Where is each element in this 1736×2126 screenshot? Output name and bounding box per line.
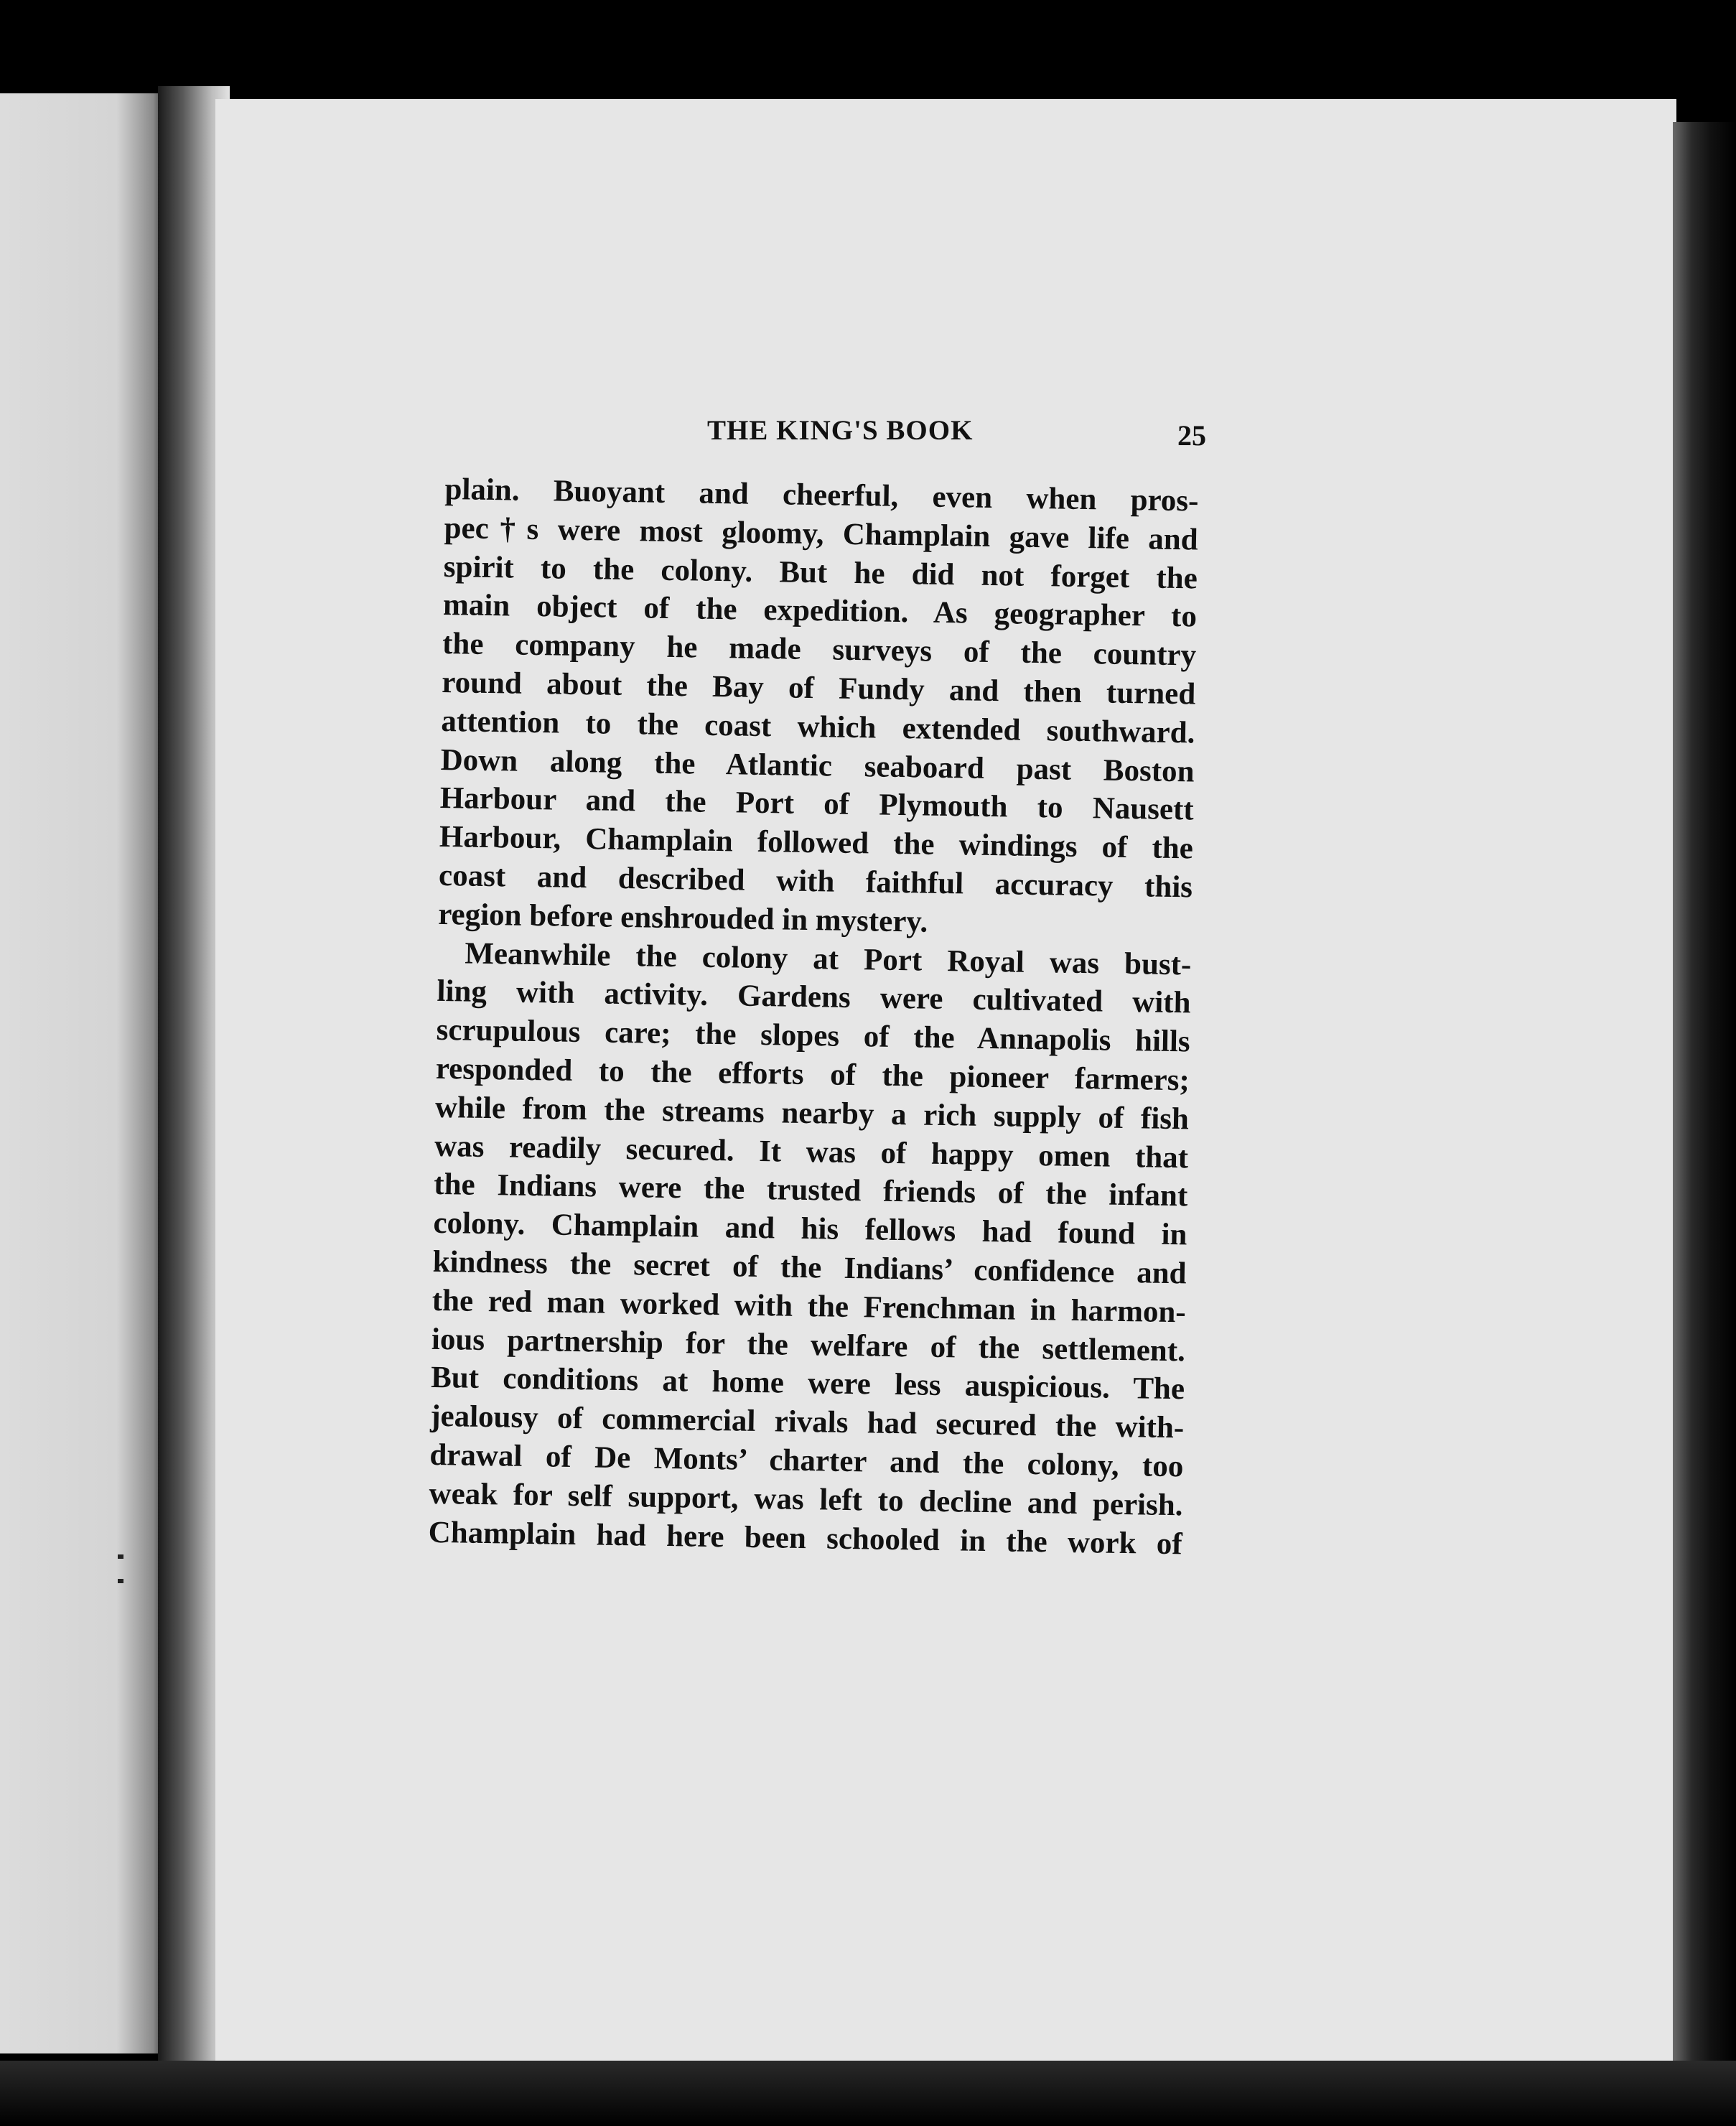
text-line: scrupulous care; the slopes of the Annapolis hills	[436, 1013, 1190, 1059]
running-title: THE KING'S BOOK	[707, 415, 974, 446]
text-line: spirit to the colony. But he did not forget the	[443, 549, 1198, 596]
text-line: ious partnership for the welfare of the settlement.	[431, 1322, 1186, 1368]
text-line: Harbour, Champlain followed the windings of the	[439, 820, 1194, 866]
text-line: while from the streams nearby a rich supply of fish	[434, 1090, 1190, 1137]
text-line: Harbour and the Port of Plymouth to Nausett	[439, 781, 1195, 827]
text-line: Meanwhile the colony at Port Royal was bust-	[465, 936, 1192, 982]
text-line: plain. Buoyant and cheerful, even when pros-	[444, 472, 1199, 518]
scan-specks	[118, 1554, 128, 1598]
page-number: 25	[1177, 419, 1206, 452]
text-line: was readily secured. It was of happy omen that	[434, 1129, 1189, 1175]
text-line: the company he made surveys of the country	[442, 627, 1197, 673]
text-line: the red man worked with the Frenchman in harmon-	[431, 1283, 1187, 1330]
text-line: Champlain had here been schooled in the work of	[428, 1515, 1183, 1561]
text-line: coast and described with faithful accuracy this	[438, 858, 1193, 905]
text-line: colony. Champlain and his fellows had found in	[433, 1206, 1187, 1252]
text-line: region before enshrouded in mystery.	[437, 897, 928, 939]
page-right-edge	[1673, 122, 1736, 2061]
running-header	[459, 413, 1213, 456]
text-line: kindness the secret of the Indians’ confidence and	[432, 1244, 1187, 1291]
text-line: round about the Bay of Fundy and then turned	[441, 665, 1196, 712]
text-line: But conditions at home were less auspicious. The	[430, 1361, 1185, 1407]
text-line: weak for self support, was left to decline and perish.	[429, 1476, 1183, 1523]
scan-speck	[118, 1554, 123, 1559]
text-line: jealousy of commercial rivals had secured the with-	[429, 1399, 1185, 1445]
text-line: the Indians were the trusted friends of the infant	[434, 1167, 1188, 1213]
text-line: ling with activity. Gardens were cultivated with	[437, 974, 1191, 1020]
text-line: attention to the coast which extended southward.	[441, 704, 1195, 750]
paragraph-1	[438, 470, 1199, 946]
text-line: Down along the Atlantic seaboard past Boston	[440, 742, 1195, 789]
text-line: responded to the efforts of the pioneer farmers;	[435, 1051, 1190, 1098]
scan-speck	[118, 1579, 123, 1583]
page-bottom-edge	[0, 2061, 1736, 2126]
previous-page-edge	[0, 93, 167, 2053]
body-text	[428, 470, 1199, 1564]
text-line: drawal of De Monts’ charter and the colony, too	[429, 1437, 1184, 1484]
paragraph-2	[428, 933, 1191, 1563]
text-line: main object of the expedition. As geographer to	[442, 588, 1198, 634]
text-line: pec†s were most gloomy, Champlain gave life and	[444, 510, 1198, 557]
